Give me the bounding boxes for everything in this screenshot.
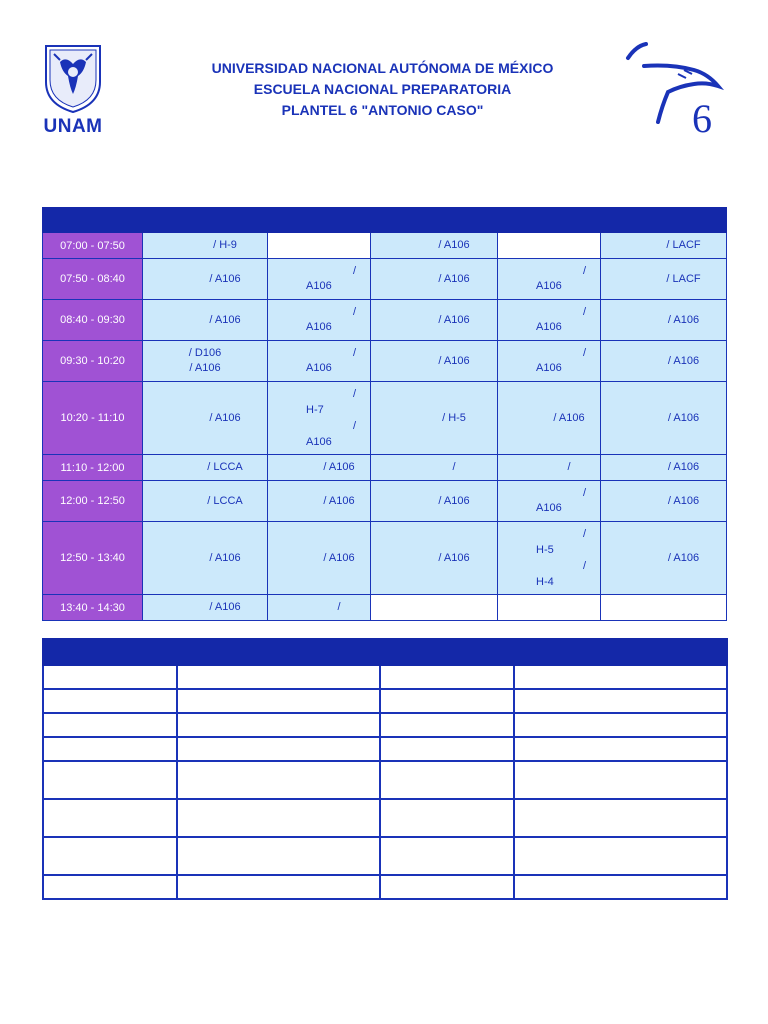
- class-slot-text: / A106: [209, 411, 241, 424]
- class-slot-text: / A106: [438, 494, 470, 507]
- class-slot-text: / LACF: [666, 272, 701, 285]
- class-slot-text: H-7: [306, 404, 324, 416]
- eagle-icon: [622, 40, 730, 136]
- class-slot-text: /: [352, 306, 356, 318]
- class-slot: [371, 382, 498, 455]
- schedule-row: [43, 481, 727, 522]
- class-slot: [143, 300, 268, 341]
- class-slot: [498, 455, 601, 481]
- class-slot-text: / A106: [323, 461, 355, 473]
- class-slot: [601, 341, 727, 382]
- class-slot: [268, 595, 371, 621]
- class-slot: [601, 233, 727, 259]
- class-slot-text: / A106: [667, 551, 700, 564]
- class-slot: [498, 341, 601, 382]
- subjects-row: [43, 665, 727, 689]
- class-slot: [268, 300, 371, 341]
- class-slot-text: A106: [306, 321, 332, 333]
- class-slot: [371, 233, 498, 259]
- class-slot: [601, 481, 727, 522]
- class-slot: [371, 522, 498, 595]
- class-slot-text: / A106: [438, 551, 470, 564]
- class-slot: [143, 481, 268, 522]
- subjects-cell: [514, 837, 727, 875]
- schedule-table: [42, 207, 727, 621]
- class-slot-text: /: [582, 347, 586, 359]
- unam-logo-text: UNAM: [43, 116, 103, 137]
- class-slot-text: A106: [536, 321, 562, 333]
- class-slot: [371, 481, 498, 522]
- class-slot-text: / A106: [323, 551, 355, 564]
- class-slot: [498, 522, 601, 595]
- class-slot-text: H-5: [536, 544, 554, 556]
- subjects-row: [43, 737, 727, 761]
- time-slot: 11:10 - 12:00: [43, 455, 143, 481]
- schedule-row: [43, 382, 727, 455]
- class-slot-text: /: [567, 461, 571, 473]
- schedule-row: [43, 522, 727, 595]
- subjects-cell: [177, 875, 380, 899]
- subjects-cell: [43, 761, 177, 799]
- class-slot-text: / A106: [209, 601, 241, 613]
- subjects-cell: [43, 799, 177, 837]
- subjects-row: [43, 837, 727, 875]
- class-slot-text: / A106: [667, 461, 700, 473]
- empty-slot: [498, 595, 601, 621]
- time-slot: 07:00 - 07:50: [43, 233, 143, 259]
- class-slot-text: / A106: [209, 272, 241, 285]
- subjects-cell: [514, 875, 727, 899]
- subjects-cell: [514, 665, 727, 689]
- subjects-cell: [177, 799, 380, 837]
- class-slot-text: A106: [536, 502, 562, 514]
- class-slot-text: / A106: [438, 354, 470, 367]
- class-slot-text: / A106: [667, 313, 700, 326]
- subjects-cell: [177, 737, 380, 761]
- class-slot: [601, 300, 727, 341]
- school-title: ESCUELA NACIONAL PREPARATORIA: [253, 81, 512, 97]
- time-slot: 10:20 - 11:10: [43, 382, 143, 455]
- class-slot-text: / H-5: [442, 411, 466, 424]
- subjects-cell: [177, 665, 380, 689]
- class-slot: [371, 455, 498, 481]
- class-slot: [498, 481, 601, 522]
- subjects-cell: [43, 713, 177, 737]
- class-slot-text: /: [352, 420, 356, 432]
- class-slot-text: / A106: [667, 411, 700, 424]
- title-block: [150, 58, 615, 121]
- time-slot: 09:30 - 10:20: [43, 341, 143, 382]
- class-slot-text: / A106: [323, 494, 355, 507]
- class-slot-text: / A106: [667, 354, 700, 367]
- schedule-row: [43, 233, 727, 259]
- subjects-cell: [177, 761, 380, 799]
- class-slot-text: /: [452, 461, 456, 473]
- subjects-cell: [514, 689, 727, 713]
- class-slot: [268, 522, 371, 595]
- empty-slot: [268, 233, 371, 259]
- subjects-cell: [380, 761, 514, 799]
- subjects-cell: [380, 737, 514, 761]
- class-slot-text: / A106: [553, 411, 585, 424]
- class-slot: [371, 300, 498, 341]
- class-slot-text: / A106: [438, 272, 470, 285]
- class-slot: [143, 259, 268, 300]
- subjects-cell: [43, 737, 177, 761]
- class-slot-text: /: [352, 265, 356, 277]
- class-slot: [498, 382, 601, 455]
- class-slot-text: /: [582, 560, 586, 572]
- empty-slot: [498, 233, 601, 259]
- class-slot-text: / D106: [188, 347, 222, 359]
- class-slot-text: / A106: [209, 313, 241, 326]
- subjects-cell: [43, 665, 177, 689]
- class-slot: [268, 341, 371, 382]
- subjects-row: [43, 799, 727, 837]
- class-slot: [498, 300, 601, 341]
- class-slot: [268, 259, 371, 300]
- subjects-cell: [380, 875, 514, 899]
- class-slot-text: / LCCA: [207, 494, 243, 507]
- subjects-cell: [177, 689, 380, 713]
- schedule-row: [43, 259, 727, 300]
- class-slot: [601, 382, 727, 455]
- class-slot: [268, 481, 371, 522]
- class-slot-text: /: [582, 306, 586, 318]
- class-slot-text: / H-9: [213, 239, 237, 251]
- class-slot: [143, 455, 268, 481]
- class-slot: [601, 455, 727, 481]
- class-slot: [143, 233, 268, 259]
- class-slot-text: A106: [306, 280, 332, 292]
- time-slot: 07:50 - 08:40: [43, 259, 143, 300]
- empty-slot: [371, 595, 498, 621]
- class-slot-text: / A106: [438, 313, 470, 326]
- subjects-header-bar: [43, 639, 727, 665]
- subjects-cell: [514, 761, 727, 799]
- class-slot-text: / LACF: [666, 239, 701, 251]
- campus-title: PLANTEL 6 "ANTONIO CASO": [281, 102, 484, 118]
- subjects-cell: [380, 689, 514, 713]
- schedule-row: [43, 595, 727, 621]
- class-slot: [268, 455, 371, 481]
- class-slot-text: / A106: [438, 239, 470, 251]
- class-slot-text: /: [582, 265, 586, 277]
- class-slot-text: / A106: [667, 494, 700, 507]
- subjects-cell: [177, 837, 380, 875]
- subjects-cell: [43, 689, 177, 713]
- time-slot: 12:50 - 13:40: [43, 522, 143, 595]
- schedule-row: [43, 300, 727, 341]
- subjects-cell: [177, 713, 380, 737]
- class-slot-text: /: [582, 528, 586, 540]
- subjects-cell: [514, 713, 727, 737]
- subjects-cell: [514, 799, 727, 837]
- class-slot: [143, 522, 268, 595]
- time-slot: 08:40 - 09:30: [43, 300, 143, 341]
- subjects-cell: [380, 799, 514, 837]
- subjects-cell: [514, 737, 727, 761]
- class-slot: [601, 259, 727, 300]
- subjects-table: [42, 638, 728, 900]
- subjects-cell: [380, 665, 514, 689]
- class-slot-text: A106: [306, 362, 332, 374]
- plantel-logo-number: 6: [692, 96, 712, 136]
- class-slot: [601, 522, 727, 595]
- subjects-row: [43, 713, 727, 737]
- class-slot: [268, 382, 371, 455]
- class-slot-text: /: [352, 347, 356, 359]
- class-slot: [371, 341, 498, 382]
- class-slot-text: H-4: [536, 576, 554, 588]
- class-slot: [498, 259, 601, 300]
- class-slot-text: / A106: [209, 551, 241, 564]
- schedule-header-bar: [43, 208, 727, 233]
- class-slot-text: A106: [536, 280, 562, 292]
- time-slot: 12:00 - 12:50: [43, 481, 143, 522]
- subjects-row: [43, 875, 727, 899]
- class-slot: [371, 259, 498, 300]
- schedule-row: [43, 341, 727, 382]
- empty-slot: [601, 595, 727, 621]
- class-slot-text: / LCCA: [207, 461, 243, 473]
- class-slot-text: A106: [536, 362, 562, 374]
- subjects-cell: [380, 837, 514, 875]
- subjects-row: [43, 761, 727, 799]
- class-slot: [143, 341, 268, 382]
- class-slot-text: / A106: [189, 362, 221, 374]
- class-slot: [143, 382, 268, 455]
- unam-shield-icon: [40, 42, 106, 114]
- class-slot-text: /: [582, 487, 586, 499]
- subjects-cell: [380, 713, 514, 737]
- class-slot-text: /: [337, 601, 341, 613]
- university-title: UNIVERSIDAD NACIONAL AUTÓNOMA DE MÉXICO: [211, 60, 554, 76]
- page-header: [0, 0, 768, 150]
- plantel-logo: [622, 40, 730, 136]
- schedule-row: [43, 455, 727, 481]
- time-slot: 13:40 - 14:30: [43, 595, 143, 621]
- unam-logo: [40, 42, 106, 137]
- subjects-cell: [43, 837, 177, 875]
- class-slot: [143, 595, 268, 621]
- subjects-cell: [43, 875, 177, 899]
- subjects-row: [43, 689, 727, 713]
- class-slot-text: /: [352, 388, 356, 400]
- class-slot-text: A106: [306, 436, 332, 448]
